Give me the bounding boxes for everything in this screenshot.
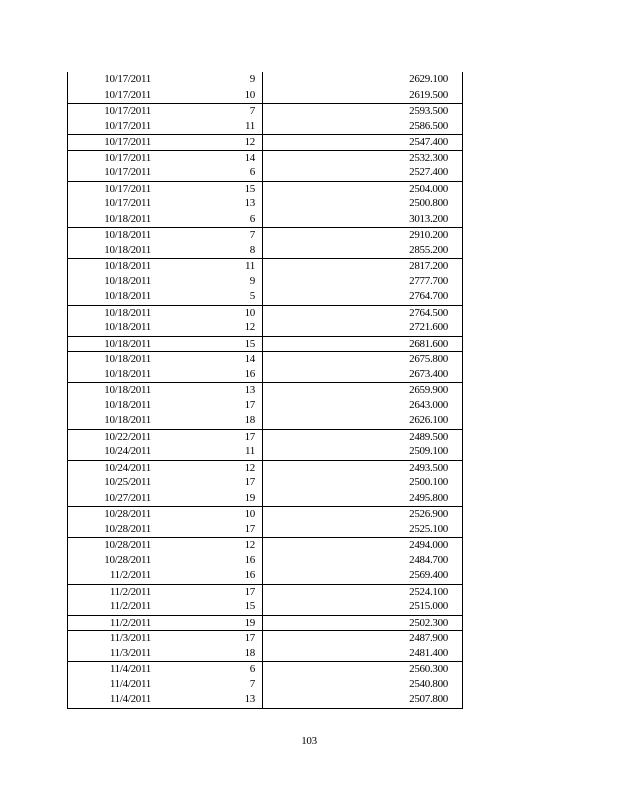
table-row [68,615,462,631]
value-cell: 2540.800 [409,677,448,690]
value-cell: 2569.400 [409,569,448,581]
number-cell: 12 [244,136,255,148]
date-cell: 10/18/2011 [104,367,151,380]
value-cell: 2817.200 [409,260,448,272]
number-cell: 7 [249,677,255,690]
table-row [68,537,462,553]
value-cell: 2777.700 [409,274,448,287]
table-row [68,475,462,491]
table-row [68,196,462,212]
number-cell: 9 [249,274,255,287]
table-row [68,150,462,166]
table-row [68,119,462,135]
number-cell: 18 [244,646,255,659]
number-cell: 16 [244,553,255,566]
page-number: 103 [301,735,317,747]
date-cell: 11/2/2011 [109,616,151,629]
number-cell: 15 [244,337,255,350]
number-cell: 12 [244,539,255,551]
value-cell: 2560.300 [409,663,448,675]
table-row [68,553,462,569]
date-cell: 10/18/2011 [104,260,151,272]
date-cell: 10/17/2011 [104,119,151,132]
number-cell: 18 [244,414,255,426]
table-row [68,274,462,290]
date-cell: 10/18/2011 [104,321,151,333]
value-cell: 2504.000 [409,182,448,195]
table-row [68,491,462,507]
value-cell: 2500.100 [409,476,448,488]
number-cell: 15 [244,182,255,195]
value-cell: 2500.800 [409,197,448,209]
table-row [68,289,462,305]
value-cell: 2524.100 [409,585,448,598]
date-cell: 10/17/2011 [104,166,151,178]
table-row [68,320,462,336]
date-cell: 10/17/2011 [104,88,151,101]
table-row [68,506,462,522]
number-cell: 7 [249,229,255,241]
table-row [68,413,462,429]
table-row [68,677,462,693]
date-cell: 10/18/2011 [104,229,151,241]
date-cell: 11/4/2011 [109,693,151,705]
table-row [68,661,462,677]
table-row [68,212,462,228]
number-cell: 6 [249,212,255,225]
number-cell: 11 [245,260,255,272]
value-cell: 2547.400 [409,136,448,148]
value-cell: 2586.500 [409,119,448,132]
number-cell: 12 [244,461,255,474]
date-cell: 11/2/2011 [109,585,151,598]
value-cell: 2659.900 [409,384,448,396]
number-cell: 12 [244,321,255,333]
number-cell: 17 [244,585,255,598]
number-cell: 11 [245,445,255,457]
date-cell: 10/28/2011 [104,508,151,520]
value-cell: 2527.400 [409,166,448,178]
table-row [68,72,462,88]
date-cell: 10/18/2011 [104,290,151,302]
number-cell: 11 [245,119,255,132]
date-cell: 10/17/2011 [104,151,151,164]
date-cell: 10/17/2011 [104,105,151,117]
date-cell: 10/18/2011 [104,243,151,256]
date-cell: 10/17/2011 [104,73,151,85]
date-cell: 10/25/2011 [104,476,151,488]
value-cell: 2495.800 [409,491,448,504]
number-cell: 13 [244,197,255,209]
number-cell: 15 [244,600,255,612]
value-cell: 2493.500 [409,461,448,474]
table-row [68,692,462,708]
table-row [68,646,462,662]
table-row [68,367,462,383]
date-cell: 10/18/2011 [104,337,151,350]
date-cell: 10/24/2011 [104,461,151,474]
value-cell: 2502.300 [409,616,448,629]
table-row [68,382,462,398]
date-cell: 10/18/2011 [104,414,151,426]
date-cell: 11/4/2011 [109,663,151,675]
value-cell: 2629.100 [409,73,448,85]
value-cell: 2507.800 [409,693,448,705]
number-cell: 10 [244,508,255,520]
table-row [68,599,462,615]
number-cell: 14 [244,151,255,164]
number-cell: 19 [244,616,255,629]
date-cell: 10/27/2011 [104,491,151,504]
table-row [68,398,462,414]
number-cell: 16 [244,367,255,380]
table-row [68,568,462,584]
value-cell: 2764.500 [409,306,448,319]
value-cell: 2494.000 [409,539,448,551]
number-cell: 14 [244,353,255,365]
table-row [68,227,462,243]
date-cell: 10/24/2011 [104,445,151,457]
number-cell: 10 [244,306,255,319]
date-cell: 10/18/2011 [104,306,151,319]
value-cell: 2721.600 [409,321,448,333]
value-cell: 2626.100 [409,414,448,426]
date-cell: 10/18/2011 [104,353,151,365]
value-cell: 2593.500 [409,105,448,117]
table-row [68,88,462,104]
date-cell: 10/18/2011 [104,384,151,396]
table-row [68,243,462,259]
date-cell: 10/18/2011 [104,398,151,411]
value-cell: 2532.300 [409,151,448,164]
value-cell: 2515.000 [409,600,448,612]
date-cell: 10/22/2011 [104,430,151,443]
number-cell: 6 [249,166,255,178]
value-cell: 2487.900 [409,632,448,644]
value-cell: 2681.600 [409,337,448,350]
table-row [68,103,462,119]
number-cell: 13 [244,693,255,705]
value-cell: 2619.500 [409,88,448,101]
value-cell: 2525.100 [409,522,448,535]
value-cell: 2910.200 [409,229,448,241]
date-cell: 10/17/2011 [104,136,151,148]
value-cell: 2855.200 [409,243,448,256]
number-cell: 17 [244,632,255,644]
date-cell: 10/18/2011 [104,274,151,287]
number-cell: 17 [244,522,255,535]
date-cell: 10/28/2011 [104,539,151,551]
number-cell: 7 [249,105,255,117]
value-cell: 2526.900 [409,508,448,520]
data-table [67,72,463,709]
table-row [68,522,462,538]
date-cell: 11/3/2011 [109,632,151,644]
value-cell: 2764.700 [409,290,448,302]
number-cell: 17 [244,398,255,411]
number-cell: 17 [244,476,255,488]
date-cell: 10/18/2011 [104,212,151,225]
number-cell: 17 [244,430,255,443]
number-cell: 8 [249,243,255,256]
value-cell: 2484.700 [409,553,448,566]
date-cell: 10/17/2011 [104,182,151,195]
table-row [68,305,462,321]
table-row [68,181,462,197]
value-cell: 3013.200 [409,212,448,225]
table-row [68,336,462,352]
table-row [68,460,462,476]
table-row [68,584,462,600]
number-cell: 10 [244,88,255,101]
date-cell: 11/2/2011 [109,569,151,581]
date-cell: 11/3/2011 [109,646,151,659]
date-cell: 10/17/2011 [104,197,151,209]
date-cell: 11/2/2011 [109,600,151,612]
date-cell: 10/28/2011 [104,553,151,566]
table-row [68,429,462,445]
number-cell: 13 [244,384,255,396]
table-row [68,165,462,181]
value-cell: 2489.500 [409,430,448,443]
date-cell: 10/28/2011 [104,522,151,535]
number-cell: 16 [244,569,255,581]
table-row [68,258,462,274]
number-cell: 9 [249,73,255,85]
table-row [68,630,462,646]
table-row [68,351,462,367]
date-cell: 11/4/2011 [109,677,151,690]
table-row [68,444,462,460]
table-row [68,134,462,150]
number-cell: 19 [244,491,255,504]
number-cell: 6 [249,663,255,675]
number-cell: 5 [249,290,255,302]
value-cell: 2643.000 [409,398,448,411]
value-cell: 2481.400 [409,646,448,659]
value-cell: 2673.400 [409,367,448,380]
value-cell: 2675.800 [409,353,448,365]
value-cell: 2509.100 [409,445,448,457]
